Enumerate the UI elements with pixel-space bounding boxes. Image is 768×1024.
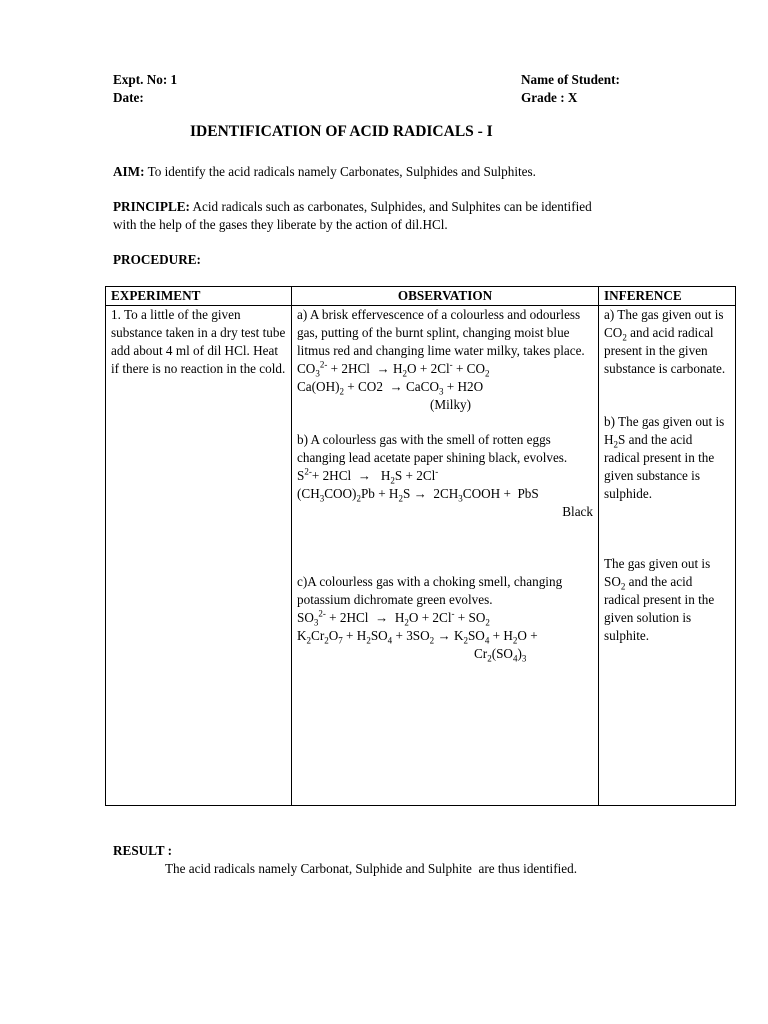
result-text: The acid radicals namely Carbonat, Sulphide and Sulphite are thus identified. [165, 861, 577, 876]
procedure-label: PROCEDURE: [113, 252, 201, 267]
experiment-cell [106, 306, 292, 806]
equation-b1: $S^{2-}+ 2HCl \to H_2S + 2Cl^-$ [297, 466, 439, 486]
equation-a2: $Ca(OH)_2 + CO2$ → CaCO$_3$ + H2O [297, 379, 484, 397]
observation-a-text: a) A brisk effervescence of a colourless and odourless gas, putting of the burnt splint, changing moist blue litmus red and changing lime water milky, takes place. [297, 307, 585, 358]
equation-a1: $CO_3^{2-} + 2HCl \to H_2O + 2Cl^- + CO_2$ [297, 359, 490, 379]
header-inference: INFERENCE [599, 287, 736, 306]
table-header-row [106, 287, 736, 306]
observation-c [297, 573, 593, 663]
page-title: IDENTIFICATION OF ACID RADICALS - I [190, 123, 493, 140]
black-label: Black [562, 504, 593, 519]
principle-text: Acid radicals such as carbonates, Sulphides, and Sulphites can be identified with the help of the gases they liberate by the action of dil.HCl. [113, 199, 592, 232]
inference-a: a) The gas given out is $CO_2$ and acid radical present in the given substance is carbonate. [604, 307, 726, 376]
observation-b-text: b) A colourless gas with the smell of rotten eggs changing lead acetate paper shining black, evolves. [297, 432, 568, 465]
student-name-label: Name of Student: [521, 72, 620, 87]
observation-c-text: c)A colourless gas with a choking smell, changing potassium dichromate green evolves. [297, 574, 563, 607]
experiment-text: 1. To a little of the given substance taken in a dry test tube add about 4 ml of dil HCl. Heat if there is no reaction in the cold. [111, 307, 286, 376]
header-experiment: EXPERIMENT [106, 287, 292, 306]
aim-section [113, 163, 673, 181]
grade-label: Grade : X [521, 90, 578, 105]
equation-c1: $SO_3^{2-} + 2HCl \to H_2O + 2Cl^- + SO_2$ [297, 608, 490, 628]
procedure-table [105, 286, 736, 806]
equation-c3: $Cr_2(SO_4)_3$ [474, 646, 527, 664]
equation-b2: $(CH_3COO)_2Pb + H_2S$ → $2CH_3COOH$ + PbS [297, 486, 539, 504]
inference-c: The gas given out is $SO_2$ and the acid radical present in the given solution is sulphite. [604, 556, 715, 643]
equation-c2: $K_2Cr_2O_7 + H_2SO_4 + 3SO_2 \to K_2SO_4 + H_2O$ + [297, 628, 538, 646]
inference-cell [599, 306, 736, 806]
inference-b: b) The gas given out is $H_2S$ and the acid radical present in the given substance is sulphide. [604, 414, 725, 501]
milky-label: (Milky) [430, 397, 472, 412]
expt-no: Expt. No: 1 [113, 72, 178, 87]
observation-a [297, 306, 593, 414]
observation-b [297, 431, 593, 521]
aim-text: To identify the acid radicals namely Carbonates, Sulphides and Sulphites. [147, 164, 536, 179]
principle-section [113, 198, 613, 234]
header-observation: OBSERVATION [292, 287, 599, 306]
aim-label: AIM: [113, 164, 145, 179]
date-label: Date: [113, 90, 144, 105]
observation-cell [292, 306, 599, 806]
principle-label: PRINCIPLE: [113, 199, 190, 214]
table-row [106, 306, 736, 806]
result-label: RESULT : [113, 843, 173, 858]
